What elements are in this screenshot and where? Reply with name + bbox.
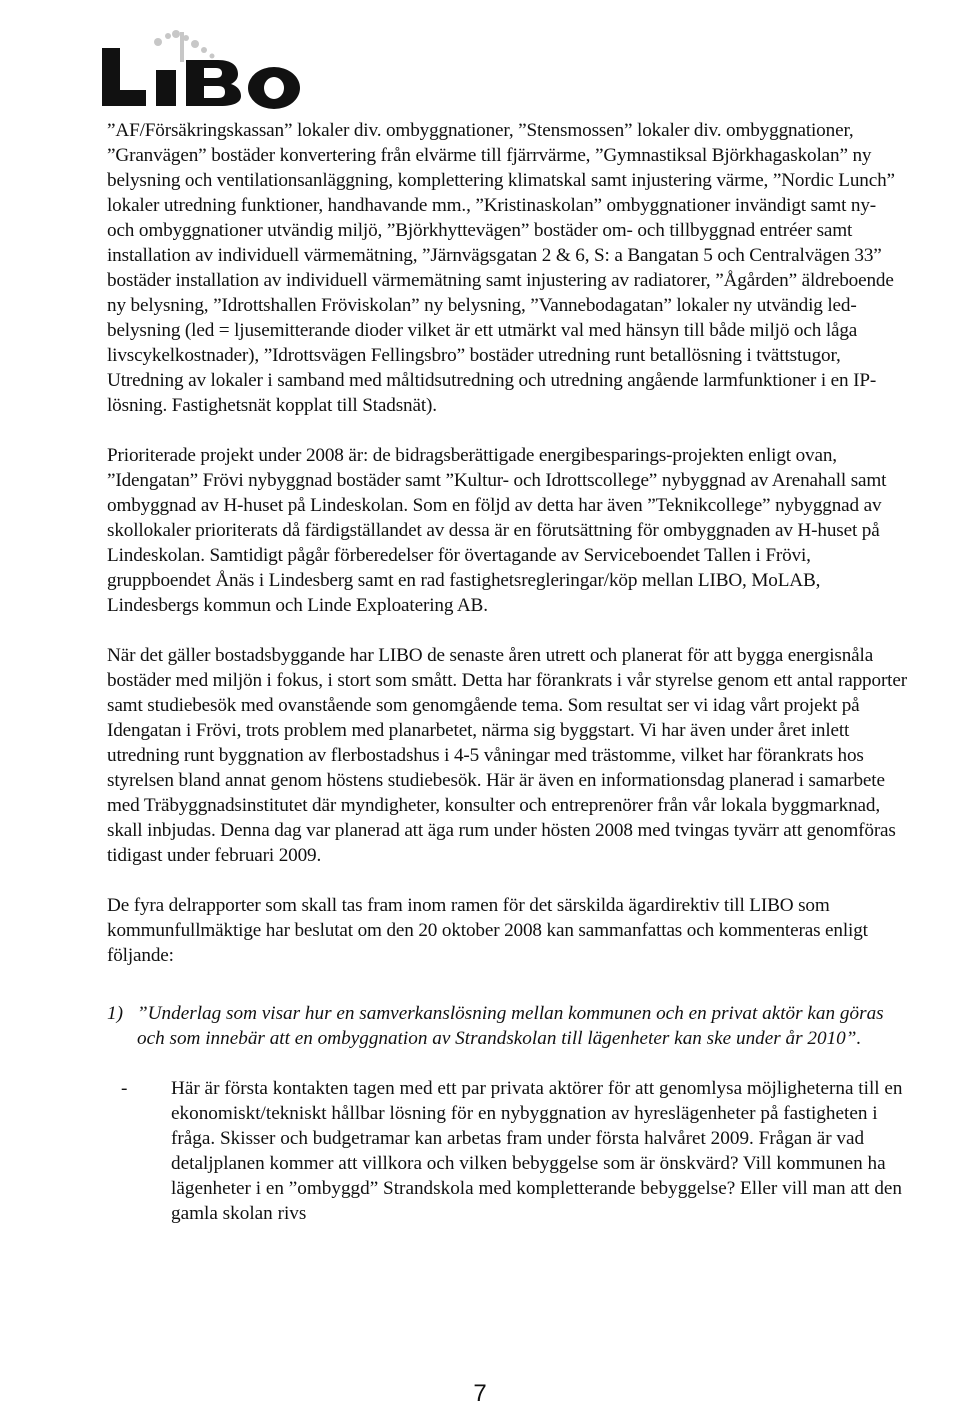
libo-logo bbox=[100, 24, 310, 114]
logo-decoration bbox=[154, 30, 215, 62]
list-item-text: ”Underlag som visar hur en samverkanslösning mellan kommunen och en privat aktör kan göras och som innebär att en ombyggnation av Strandskolan till lägenheter kan ske under år 2010”. bbox=[137, 1003, 884, 1049]
paragraph-projects-list: ”AF/Försäkringskassan” lokaler div. ombyggnationer, ”Stensmossen” lokaler div. ombyggnationer, ”Granvägen” bostäder konvertering från elvärme till fjärrvärme, ”Gymnastiksal Björkhagaskolan” ny belysning och ventilationsanläggning, komplettering klimatskal samt injustering värme, ”Nordic Lunch” lokaler utredning funktioner, handhavande mm., ”Kristinaskolan” ombyggnationer invändigt samt ny- och ombyggnationer utvändig miljö, ”Björkhyttevägen” bostäder om- och tillbyggnad entréer samt installation av individuell värmemätning, ”Järnvägsgatan 2 & 6, S: a Bangatan 5 och Centralvägen 33” bostäder installation av individuell värmemätning samt injustering av radiatorer, ”Ågården” äldreboende ny belysning, ”Idrottshallen Fröviskolan” ny belysning, ”Vannebodagatan” lokaler ny utvändig led-belysning (led = ljusemitterande dioder vilket är ett utmärkt val med hänsyn till både miljö och låga livscykelkostnader), ”Idrottsvägen Fellingsbro” bostäder utredning runt betallösning i tvättstugor, Utredning av lokaler i samband med måltidsutredning och utredning angående larmfunktioner i en IP-lösning. Fastighetsnät kopplat till Stadsnät). bbox=[107, 120, 895, 416]
paragraph-housing-construction: När det gäller bostadsbyggande har LIBO de senaste åren utrett och planerat för att bygga energisnåla bostäder med miljön i fokus, i stort som smått. Detta har förankrats i vår styrelse genom ett antal rapporter samt studiebesök med ovanstående som genomgående tema. Som resultat ser vi idag vårt projekt på Idengatan i Frövi, trots problem med planarbetet, närma sig byggstart. Vi har även under året inlett utredning runt byggnation av flerbostadshus i 4-5 våningar med trästomme, vilket har förankrats hos styrelsen bland annat genom höstens studiebesök. Här är även en informationsdag planerad i samarbete med Träbyggnadsinstitutet där myndigheter, konsulter och entreprenörer från vår lokala byggmarknad, skall inbjudas. Denna dag var planerad att äga rum under hösten 2008 med tvingas tyvärr att genomföras tidigast under februari 2009. bbox=[107, 645, 907, 866]
libo-logo-graphic bbox=[100, 24, 310, 114]
list-item-number: 1) bbox=[107, 1003, 123, 1024]
logo-letter-o bbox=[248, 67, 300, 109]
bullet-item-1 bbox=[121, 1076, 907, 1226]
list-item-1 bbox=[107, 1001, 907, 1051]
logo-letter-b bbox=[186, 60, 241, 106]
bullet-text: Här är första kontakten tagen med ett par privata aktörer för att genomlysa möjligheterna till en ekonomiskt/tekniskt hållbar lösning för en nybyggnation av hyreslägenheter på fastigheten i fråga. Skisser och budgetramar kan arbetas fram under första halvåret 2009. Frågan är vad detaljplanen kommer att villkora och vilken bebyggelse som är önskvärd? Vill kommunen ha lägenheter i en ”ombyggd” Strandskola med kompletterande bebyggelse? Eller vill man att den gamla skolan rivs bbox=[171, 1078, 903, 1224]
paragraph-sub-reports-intro: De fyra delrapporter som skall tas fram inom ramen för det särskilda ägardirektiv till LIBO som kommunfullmäktige har beslutat om den 20 oktober 2008 kan sammanfattas och kommenteras enligt följande: bbox=[107, 895, 868, 966]
paragraph-prioritized-projects: Prioriterade projekt under 2008 är: de bidragsberättigade energibesparings-projekten enligt ovan, ”Idengatan” Frövi nybyggnad bostäder samt ”Kultur- och Idrottscollege” nybyggnad av Arenahall samt ombyggnad av H-huset på Lindeskolan. Som en följd av detta har även ”Teknikcollege” nybyggnad av skollokaler prioriterats då färdigställandet av dessa är en förutsättning för ombyggnaden av H-huset på Lindeskolan. Samtidigt pågår förberedelser för övertagande av Serviceboendet Tallen i Frövi, gruppboendet Ånäs i Lindesberg samt en rad fastighetsregleringar/köp mellan LIBO, MoLAB, Lindesbergs kommun och Linde Exploatering AB. bbox=[107, 445, 887, 616]
bullet-dash: - bbox=[121, 1078, 128, 1099]
logo-text: LIBO bbox=[100, 24, 103, 25]
logo-letter-i bbox=[156, 70, 176, 106]
page-number: 7 bbox=[473, 1380, 487, 1407]
document-body bbox=[107, 118, 907, 1226]
logo-letter-l bbox=[102, 48, 146, 106]
